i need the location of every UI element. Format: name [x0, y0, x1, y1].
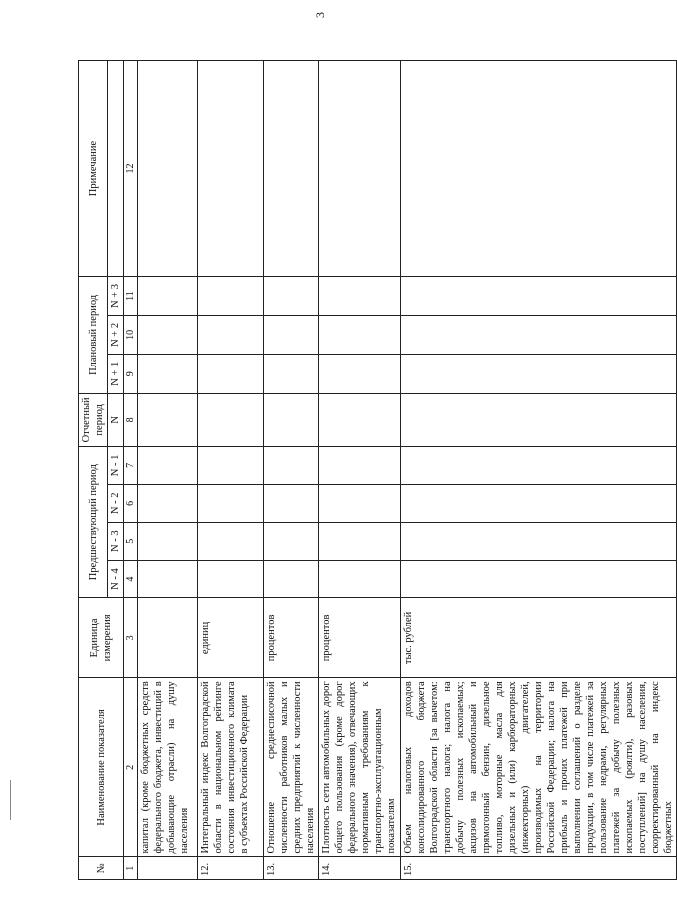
colnum-11: 11 [124, 277, 138, 316]
table-row [198, 61, 264, 880]
colnum-5: 5 [124, 522, 138, 560]
column-numbers-row [124, 61, 138, 880]
table-row [264, 61, 319, 880]
colnum-8: 8 [124, 393, 138, 446]
row-name: Объем налоговых доходов консолидированного бюджета Волгоградской области [за вычетом: транспортного налога; налога на добычу полезных ископаемых; акцизов на автомобильный и прямогонный бензин, дизельное топливо, моторные масла для дизельных и (или) карбюраторных (инжекторных) двигателей, производимых на территории Российской Федерации; налога на прибыль и прочих платежей при выполнении соглашений о разделе продукции, в том числе платежей за пользование недрами, регулярных платежей за добычу полезных ископаемых (роялти), разовых поступлений] на душу населения, скорректированный на индекс бюджетных [401, 678, 677, 857]
row-unit: единиц [198, 598, 264, 678]
row-unit [138, 598, 198, 678]
row-num: 14. [319, 857, 401, 880]
table-row [319, 61, 401, 880]
indicators-table [78, 60, 677, 880]
subheader-n-plus-3: N + 3 [108, 277, 124, 316]
header-reporting-period: Отчетный период [79, 393, 108, 446]
colnum-9: 9 [124, 354, 138, 393]
table-row [138, 61, 198, 880]
header-unit: Единица измерения [79, 598, 124, 678]
header-planned-period: Плановый период [79, 277, 108, 394]
subheader-n-minus-2: N - 2 [108, 484, 124, 522]
subheader-n-minus-1: N - 1 [108, 446, 124, 484]
row-name: Плотность сети автомобильных дорог общего пользования (кроме дорог федерального значения), отвечающих нормативным требованиям к транспортно-эксплуатационным показателям [319, 678, 401, 857]
row-name: капитал (кроме бюджетных средств федерального бюджета, инвестиций в добывающие отрасли) на душу населения [138, 678, 198, 857]
row-unit: процентов [319, 598, 401, 678]
row-num: 15. [401, 857, 677, 880]
margin-mark [10, 780, 11, 820]
colnum-10: 10 [124, 315, 138, 354]
rotated-table-wrapper [78, 60, 674, 880]
subheader-n-plus-1: N + 1 [108, 354, 124, 393]
page-number: 3 [312, 12, 327, 18]
colnum-2: 2 [124, 678, 138, 857]
subheader-n-plus-2: N + 2 [108, 315, 124, 354]
colnum-12: 12 [124, 61, 138, 277]
header-num: № [79, 857, 124, 880]
colnum-6: 6 [124, 484, 138, 522]
colnum-1: 1 [124, 857, 138, 880]
subheader-n-minus-4: N - 4 [108, 560, 124, 598]
subheader-n-minus-3: N - 3 [108, 522, 124, 560]
subheader-note-blank [108, 61, 124, 277]
colnum-4: 4 [124, 560, 138, 598]
colnum-7: 7 [124, 446, 138, 484]
header-preceding-period: Предшествующий период [79, 446, 108, 598]
row-num [138, 857, 198, 880]
row-name: Отношение среднесписочной численности работников малых и средних предприятий к численности населения [264, 678, 319, 857]
table-row [401, 61, 677, 880]
row-name: Интегральный индекс Волгоградской области в национальном рейтинге состояния инвестиционного климата в субъектах Российской Федерации [198, 678, 264, 857]
colnum-3: 3 [124, 598, 138, 678]
row-num: 13. [264, 857, 319, 880]
row-unit: процентов [264, 598, 319, 678]
row-num: 12. [198, 857, 264, 880]
header-note: Примечание [79, 61, 108, 277]
subheader-n: N [108, 393, 124, 446]
row-unit: тыс. рублей [401, 598, 677, 678]
header-name: Наименование показателя [79, 678, 124, 857]
